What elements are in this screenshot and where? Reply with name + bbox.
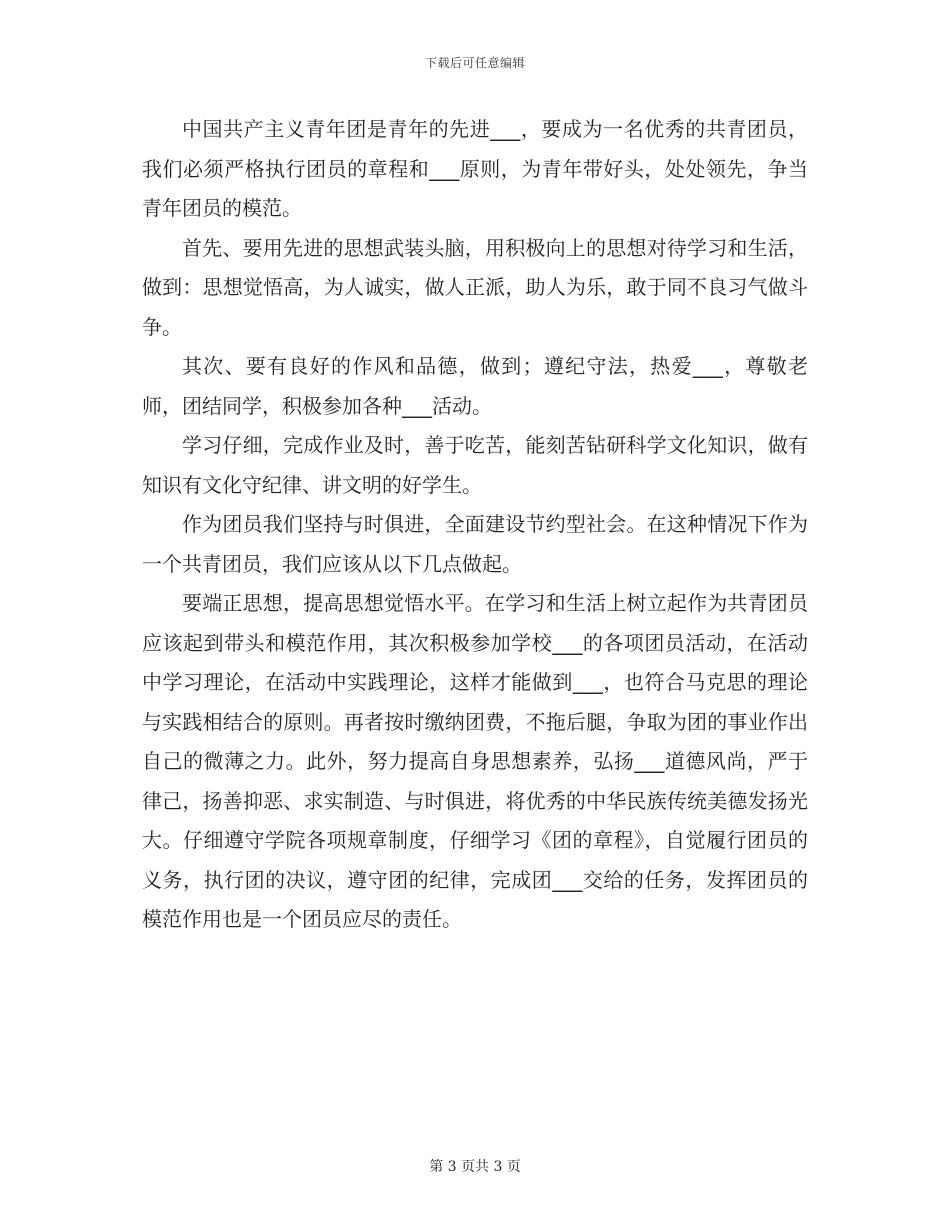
paragraph-5: 作为团员我们坚持与时俱进，全面建设节约型社会。在这种情况下作为一个共青团员，我们应该从以下几点做起。 (142, 512, 808, 576)
paragraph-6: 要端正思想，提高思想觉悟水平。在学习和生活上树立起作为共青团员应该起到带头和模范作用，其次积极参加学校___的各项团员活动，在活动中学习理论，在活动中实践理论，这样才能做到___，也符合马克思的理论与实践相结合的原则。再者按时缴纳团费，不拖后腿，争取为团的事业作出自己的微薄之力。此外，努力提高自身思想素养，弘扬___道德风尚，严于律己，扬善抑恶、求实制造、与时俱进，将优秀的中华民族传统美德发扬光大。仔细遵守学院各项规章制度，仔细学习《团的章程》，自觉履行团员的义务，执行团的决议，遵守团的纪律，完成团___交给的任务，发挥团员的模范作用也是一个团员应尽的责任。 (142, 591, 808, 931)
paragraph-2: 首先、要用先进的思想武装头脑，用积极向上的思想对待学习和生活，做到：思想觉悟高，为人诚实，做人正派，助人为乐，敢于同不良习气做斗争。 (142, 235, 808, 339)
paragraph-4: 学习仔细，完成作业及时，善于吃苦，能刻苦钻研科学文化知识，做有知识有文化守纪律、讲文明的好学生。 (142, 433, 808, 497)
paragraph-1: 中国共产主义青年团是青年的先进___，要成为一名优秀的共青团员，我们必须严格执行团员的章程和___原则，为青年带好头，处处领先，争当青年团员的模范。 (142, 117, 808, 220)
page-header: 下载后可任意编辑 (424, 56, 525, 70)
page-footer: 第 3 页共 3 页 (429, 1159, 521, 1175)
paragraph-3: 其次、要有良好的作风和品德，做到；遵纪守法，热爱___，尊敬老师，团结同学，积极参加各种___活动。 (142, 354, 808, 418)
document-body (142, 110, 808, 940)
